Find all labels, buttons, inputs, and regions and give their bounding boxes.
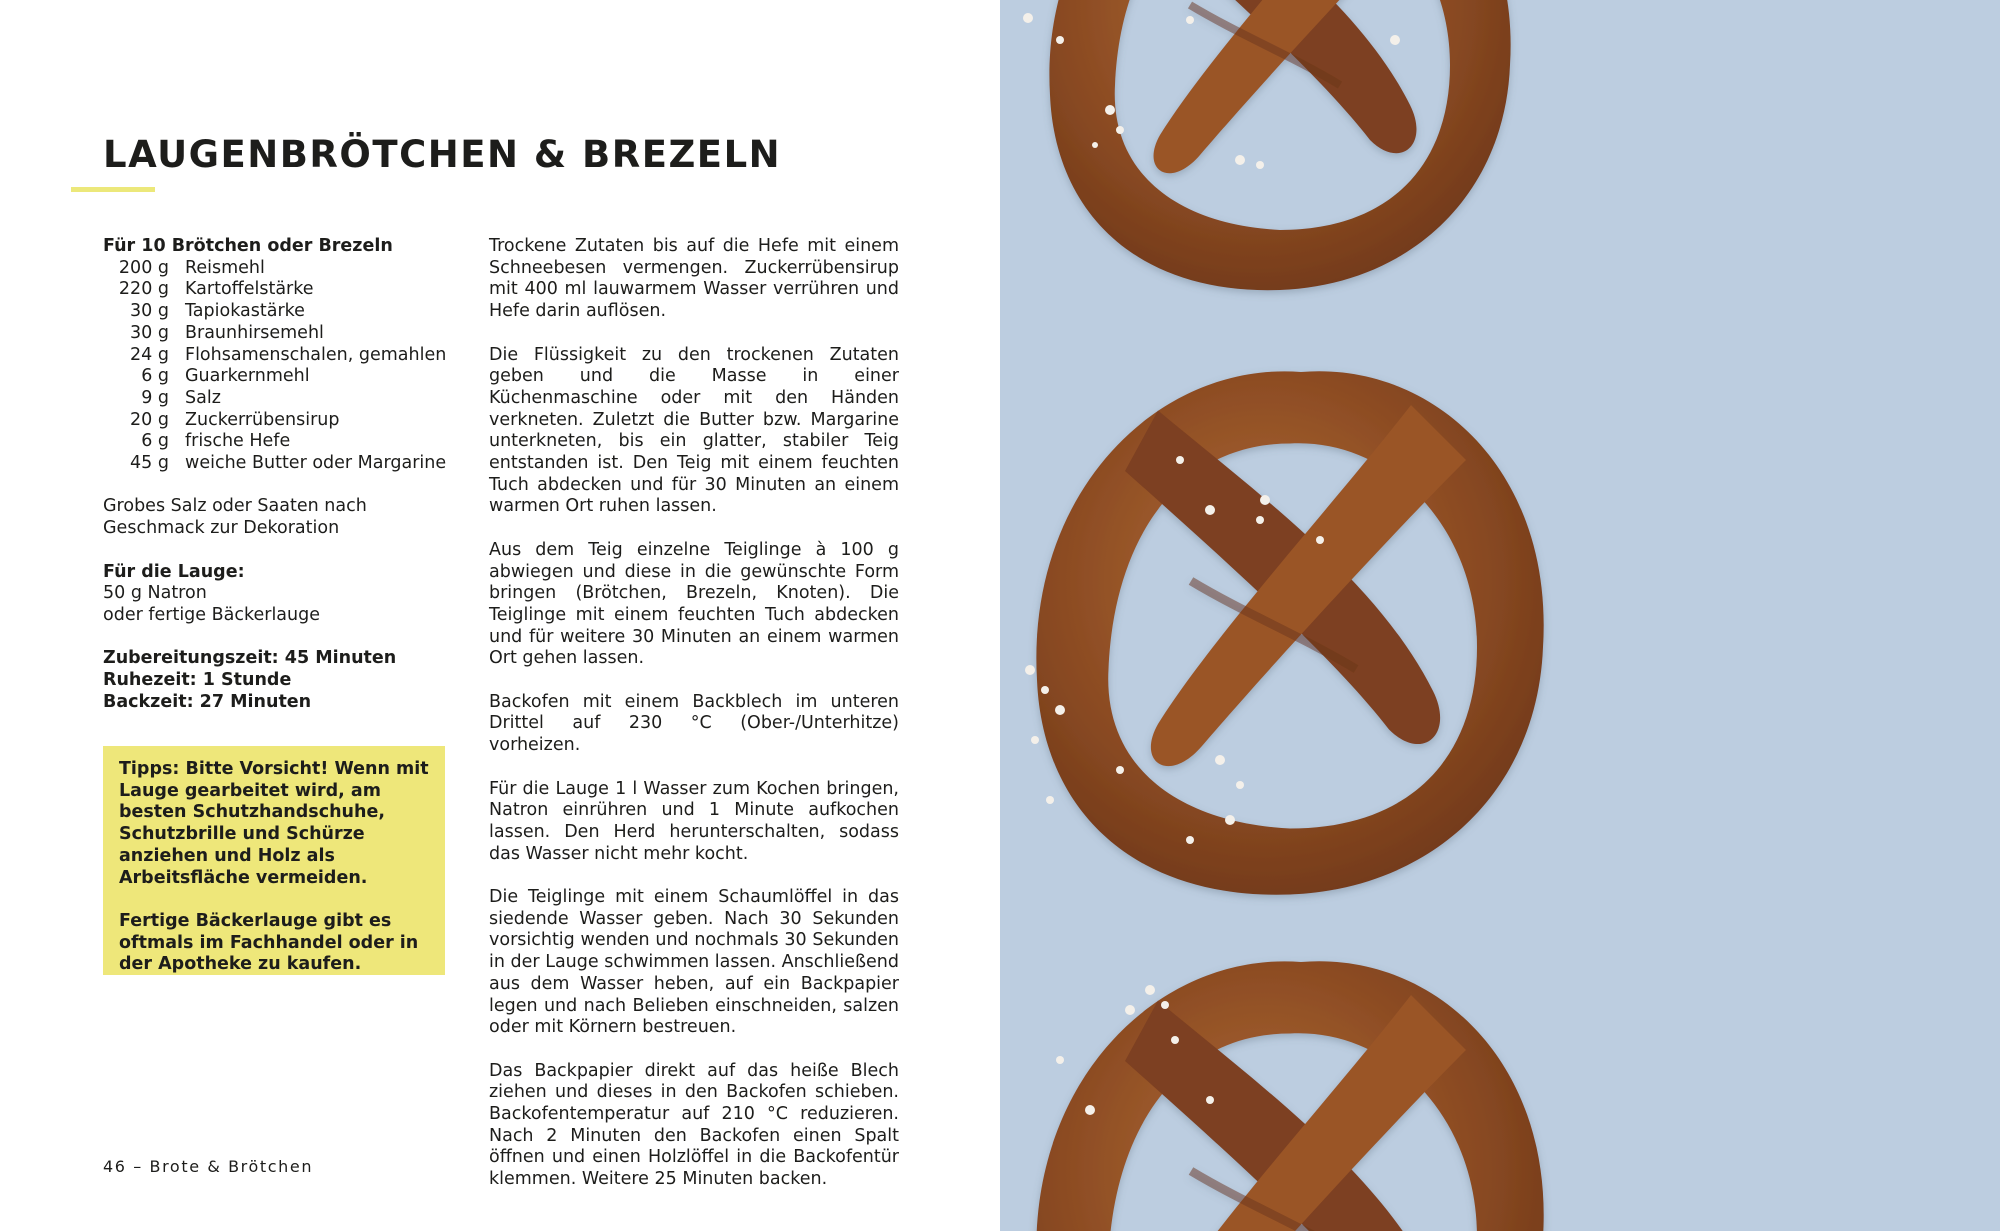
ingredient-name: Kartoffelstärke bbox=[185, 279, 314, 300]
ingredient-item bbox=[103, 258, 448, 280]
bake-time: Backzeit: 27 Minuten bbox=[103, 691, 312, 712]
ingredient-name: Tapiokastärke bbox=[185, 301, 305, 322]
lye-ingredient: 50 g Natron bbox=[103, 583, 207, 604]
recipe-title: LAUGENBRÖTCHEN & BREZELN bbox=[103, 132, 782, 176]
ingredient-item bbox=[103, 279, 448, 301]
instruction-step: Backofen mit einem Backblech im unteren Drittel auf 230 °C (Ober-/Unterhitze) vorheizen. bbox=[489, 691, 899, 756]
title-underline bbox=[71, 187, 155, 192]
instructions-column bbox=[489, 236, 899, 1213]
ingredient-name: Zuckerrübensirup bbox=[185, 409, 340, 430]
ingredient-name: Flohsamenschalen, gemahlen bbox=[185, 344, 447, 365]
ingredient-name: frische Hefe bbox=[185, 431, 291, 452]
ingredient-quantity: 6 g bbox=[141, 366, 169, 387]
tip-paragraph: Fertige Bäckerlauge gibt es oftmals im Fachhandel oder in der Apotheke zu kaufen. bbox=[119, 910, 419, 975]
instruction-step: Für die Lauge 1 l Wasser zum Kochen bringen, Natron einrühren und 1 Minute aufkochen lassen. Den Herd herunterschalten, sodass das Wasser nicht mehr kocht. bbox=[489, 778, 899, 864]
lye-ingredient: oder fertige Bäckerlauge bbox=[103, 604, 320, 625]
ingredient-item bbox=[103, 453, 448, 475]
ingredient-name: weiche Butter oder Margarine bbox=[185, 453, 447, 474]
instruction-step: Die Teiglinge mit einem Schaumlöffel in das siedende Wasser geben. Nach 30 Sekunden vorsichtig wenden und nochmals 30 Sekunden in der Lauge schwimmen lassen. Anschließend aus dem Wasser heben, auf ein Backpapier legen und nach Belieben einschneiden, salzen oder mit Körnern bestreuen. bbox=[489, 887, 899, 1038]
ingredient-name: Braunhirsemehl bbox=[185, 322, 324, 343]
ingredient-quantity: 24 g bbox=[130, 344, 169, 365]
ingredient-item bbox=[103, 323, 448, 345]
ingredient-quantity: 30 g bbox=[130, 301, 169, 322]
ingredient-item bbox=[103, 388, 448, 410]
lye-heading: Für die Lauge: bbox=[103, 561, 245, 582]
ingredient-quantity: 6 g bbox=[141, 431, 169, 452]
ingredient-quantity: 9 g bbox=[141, 387, 169, 408]
ingredient-item bbox=[103, 366, 448, 388]
pretzel-bottom bbox=[1036, 961, 1543, 1231]
ingredient-item bbox=[103, 301, 448, 323]
prep-time: Zubereitungszeit: 45 Minuten bbox=[103, 648, 397, 669]
page-footer: 46 – Brote & Brötchen bbox=[103, 1157, 314, 1176]
ingredient-item bbox=[103, 345, 448, 367]
yield-line: Für 10 Brötchen oder Brezeln bbox=[103, 236, 393, 256]
ingredient-name: Salz bbox=[185, 387, 221, 408]
ingredient-quantity: 220 g bbox=[118, 279, 169, 300]
pretzel-photo bbox=[1000, 0, 2000, 1231]
ingredient-quantity: 200 g bbox=[118, 257, 169, 278]
ingredient-name: Guarkernmehl bbox=[185, 366, 310, 387]
instruction-step: Das Backpapier direkt auf das heiße Blech ziehen und dieses in den Backofen schieben. Backofentemperatur auf 210 °C reduzieren. Nach 2 Minuten den Backofen einen Spalt öffnen und einen Holzlöffel in die Backofentür klemmen. Weitere 25 Minuten backen. bbox=[489, 1060, 899, 1190]
ingredient-quantity: 45 g bbox=[130, 453, 169, 474]
pretzel-middle bbox=[1036, 371, 1543, 894]
tip-paragraph: Tipps: Bitte Vorsicht! Wenn mit Lauge gearbeitet wird, am besten Schutzhandschuhe, Schutzbrille und Schürze anziehen und Holz als Arbeitsfläche vermeiden. bbox=[119, 759, 429, 888]
pretzel-top bbox=[1049, 0, 1510, 290]
instruction-step: Trockene Zutaten bis auf die Hefe mit einem Schneebesen vermengen. Zuckerrübensirup mit 400 ml lauwarmem Wasser verrühren und Hefe darin auflösen. bbox=[489, 236, 899, 322]
pretzels-illustration bbox=[1000, 0, 2000, 1231]
rest-time: Ruhezeit: 1 Stunde bbox=[103, 670, 292, 691]
ingredient-list bbox=[103, 258, 448, 475]
ingredient-quantity: 20 g bbox=[130, 409, 169, 430]
ingredient-item bbox=[103, 410, 448, 432]
topping-note-line: Grobes Salz oder Saaten nach bbox=[103, 496, 367, 517]
instruction-step: Aus dem Teig einzelne Teiglinge à 100 g abwiegen und diese in die gewünschte Form bringen (Brötchen, Brezeln, Knoten). Die Teiglinge mit einem feuchten Tuch abdecken und für weitere 30 Minuten an einem warmen Ort gehen lassen. bbox=[489, 539, 899, 669]
topping-note-line: Geschmack zur Dekoration bbox=[103, 518, 340, 539]
ingredients-column bbox=[103, 236, 448, 713]
ingredient-name: Reismehl bbox=[185, 257, 265, 278]
ingredient-quantity: 30 g bbox=[130, 322, 169, 343]
tip-box bbox=[103, 746, 445, 975]
ingredient-item bbox=[103, 431, 448, 453]
instruction-step: Die Flüssigkeit zu den trockenen Zutaten geben und die Masse in einer Küchenmaschine oder mit den Händen verkneten. Zuletzt die Butter bzw. Margarine unterkneten, bis ein glatter, stabiler Teig entstanden ist. Den Teig mit einem feuchten Tuch abdecken und für 30 Minuten an einem warmen Ort ruhen lassen. bbox=[489, 344, 899, 517]
